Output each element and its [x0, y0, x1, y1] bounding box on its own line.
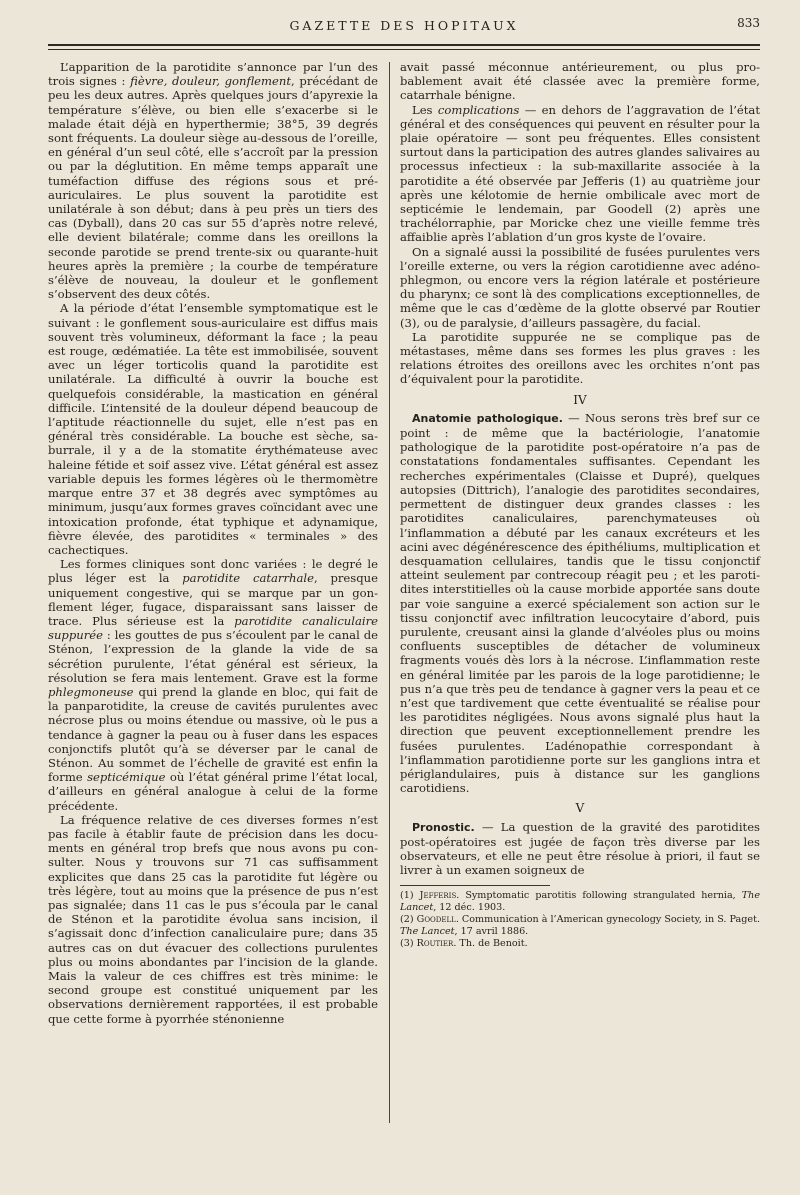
footnote-rule — [400, 885, 550, 886]
left-column — [48, 60, 378, 1026]
column-divider — [389, 62, 390, 1123]
page-header — [48, 14, 760, 42]
footnote-2: (2) Goodell. Communication à l’American gynecology Society, in S. Paget. The Lancet, 17 avril 1886. — [400, 914, 761, 938]
journal-title: GAZETTE DES HOPITAUX — [289, 18, 519, 33]
section-number-iv: IV — [573, 392, 587, 407]
heading-pronostic: Pronostic. — [412, 820, 475, 834]
heading-anatomie: Anatomie pathologique. — [412, 411, 563, 425]
paragraph-continuation: avait passé méconnue antérieurement, ou plus probablement avait été classée avec la première forme, catarrhale bénigne. — [400, 60, 760, 103]
italic-signs: fièvre, douleur, gonflement — [130, 74, 292, 89]
page-number: 833 — [737, 16, 760, 30]
footnote-1: (1) Jefferis. Symptomatic parotitis following strangulated hernia, The Lancet, 12 déc. 1903. — [400, 890, 761, 914]
header-rule-thin — [48, 49, 760, 50]
paragraph-onset: L’apparition de la parotidite s’annonce par l’un des trois signes : fièvre, douleur, gonflement, précédant de peu les deux autres. Après quelques jours d’apyrexie la température s’élève, ou bien elle s’exacerbe si le malade était déjà en hyperthermie; 38°5, 39 degrés sont fréquents. La douleur siège au-dessous de l’oreille, en général d’un seul côté, elle s’accroît par la pression ou par la déglutition. En même temps apparaît une tuméfaction diffuse des régions sous et pré-auriculaires. Le plus souvent la parotidite est unilatérale à son début; dans à peu près un tiers des cas (Dyball), dans 20 cas sur 55 d’après notre relevé, elle devient bilatérale; comme dans les oreillons la seconde parotide se prend trente-six ou quarante-huit heures après la première ; la courbe de température s’élève de nouveau, la douleur et le gonflement s’observent des deux côtés. — [48, 60, 378, 302]
paragraph-anatomy: Anatomie pathologique. — Nous serons très bref sur ce point : de même que la bactériologie, l’anatomie pathologique de la parotidite post-opératoire n’a pas de constatations fondamentales suffisantes. Cependant les recherches expérimentales (Claisse et Dupré), quelques autopsies (Dittrich), l’analogie des parotidites secondaires, permettent de distinguer deux grandes classes : les parotidites canaliculaires, parenchymateuses où l’inflammation a débuté par les canaux excréteurs et les acini avec dégénérescence des épithéliums, multiplication et desquamation cellulaires, tandis que le tissu conjonctif atteint seulement par contrecoup réagit peu ; et les parotidites interstitielles où la cause morbide apportée sans doute par voie sanguine a exercé spécialement son action sur le tissu conjonctif avec infiltration leucocytaire d’abord, puis purulente, creusant ainsi la glande d’alvéoles plus ou moins confluents susceptibles de détacher de volumineux fragments voués dès lors à la nécrose. L’inflammation reste en général limitée par les parois de la loge parotidienne; le pus n’a que très peu de tendance à gagner vers la peau et ce n’est que tardivement que cette éventualité se réalise pour les parotidites négligées. Nous avons signalé plus haut la direction que peuvent exceptionnellement prendre les fusées purulentes. L’adénopathie correspondant à l’inflammation parotidienne porte sur les ganglions intra et périglandulaires, puis à distance sur les ganglions carotidiens. — [400, 410, 760, 796]
paragraph-metastases: La parotidite suppurée ne se complique pas de métastases, même dans ses formes les plus graves : les relations étroites des oreillons avec les orchites n’ont pas d’équivalent pour la parotidite. — [400, 329, 760, 387]
section-number-v: V — [575, 801, 585, 816]
paragraph-frequency: La fréquence relative de ces diverses formes n’est pas facile à établir faute de précision dans les documents en général trop brefs que nous avons pu consulter. Nous y trouvons sur 71 cas suffisamment explicites que dans 25 cas la parotidite fut légère ou très légère, tout au moins que la présence de pus n’est pas signalée; dans 11 cas le pus s’écoula par le canal de Sténon et la parotidite évolua sans incision, il s’agissait donc d’infection canaliculaire pure; dans 35 autres cas on dut évacuer des collections purulentes plus ou moins abondantes par l’incision de la glande. Mais la valeur de ces chiffres est très minime: le second groupe est constitué uniquement par les observations dernièrement rapportées, il est probable que cette forme à pyorrhée sténonienne — [48, 812, 378, 1026]
footnote-3: (3) Routier. Th. de Benoit. — [400, 938, 528, 950]
header-rule-thick — [48, 44, 760, 46]
paragraph-prognosis: Pronostic. — La question de la gravité des parotidites post-opératoires est jugée de façon très diverse par les observateurs, et elle ne peut être résolue à priori, il faut se livrer à un examen soigneux de — [400, 819, 760, 878]
right-column — [400, 60, 760, 950]
paragraph-state: A la période d’état l’ensemble symptomatique est le suivant : le gonflement sous-auriculaire est diffus mais souvent très volumineux, déformant la face ; la peau est rouge, œdématiée. La tête est immobilisée, souvent avec un léger torticolis quand la parotidite est unilatérale. La difficulté à ouvrir la bouche est quelquefois considérable, la mastication en général difficile. L’intensité de la douleur dépend beaucoup de l’aptitude réactionnelle du sujet, elle n’est pas en général très considérable. La bouche est sèche, saburrale, il y a de la stomatite érythémateuse avec haleine fétide et soif assez vive. L’état général est assez variable depuis les formes légères où le thermomètre marque entre 37 et 38 degrés avec symptômes au minimum, jusqu’aux formes graves coïncidant avec une intoxication profonde, état typhique et adynamique, fièvre élevée, des parotidites « terminales » des cachectiques. — [48, 301, 378, 557]
paragraph-complications: Les complications — en dehors de l’aggravation de l’état général et des conséquences qui peuvent en résulter pour la plaie opératoire — sont peu fréquentes. Elles consistent surtout dans la participation des autres glandes salivaires au processus infectieux : la sub-maxillarite associée à la parotidite a été observée par Jefferis (1) au quatrième jour après une kélotomie de hernie ombilicale avec mort de septicémie le lendemain, par Goodell (2) après une trachélorraphie, par Moricke chez une vieille femme très affaiblie après l’ablation d’un gros kyste de l’ovaire. — [400, 102, 760, 245]
paragraph-fusees: On a signalé aussi la possibilité de fusées purulentes vers l’oreille externe, ou vers la région carotidienne avec adéno-phlegmon, ou encore vers la région latérale et postérieure du pharynx; ce sont là des complications exceptionnelles, de même que le cas d’œdème de la glotte observé par Routier (3), ou de paralysie, d’ailleurs passagère, du facial. — [400, 244, 760, 330]
paragraph-forms: Les formes cliniques sont donc variées : le degré le plus léger est la parotidite catarrhale, presque uniquement congestive, qui se marque par un gonflement léger, fugace, disparaissant sans laisser de trace. Plus sérieuse est la parotidite canaliculaire suppurée : les gouttes de pus s’écoulent par le canal de Sténon, l’expression de la glande la vide de sa sécrétion purulente, l’état général est sérieux, la résolution se fera mais lentement. Grave est la forme phlegmoneuse qui prend la glande en bloc, qui fait de la panparotidite, la creuse de cavités purulentes avec nécrose plus ou moins étendue ou massive, où le pus a tendance à gagner la peau ou à fuser dans les espaces conjonctifs plutôt qu’à se déverser par le canal de Sténon. Au sommet de l’échelle de gravité est enfin la forme septicémique où l’état général prime l’état local, d’ailleurs en général analogue à celui de la forme précédente. — [48, 557, 379, 813]
